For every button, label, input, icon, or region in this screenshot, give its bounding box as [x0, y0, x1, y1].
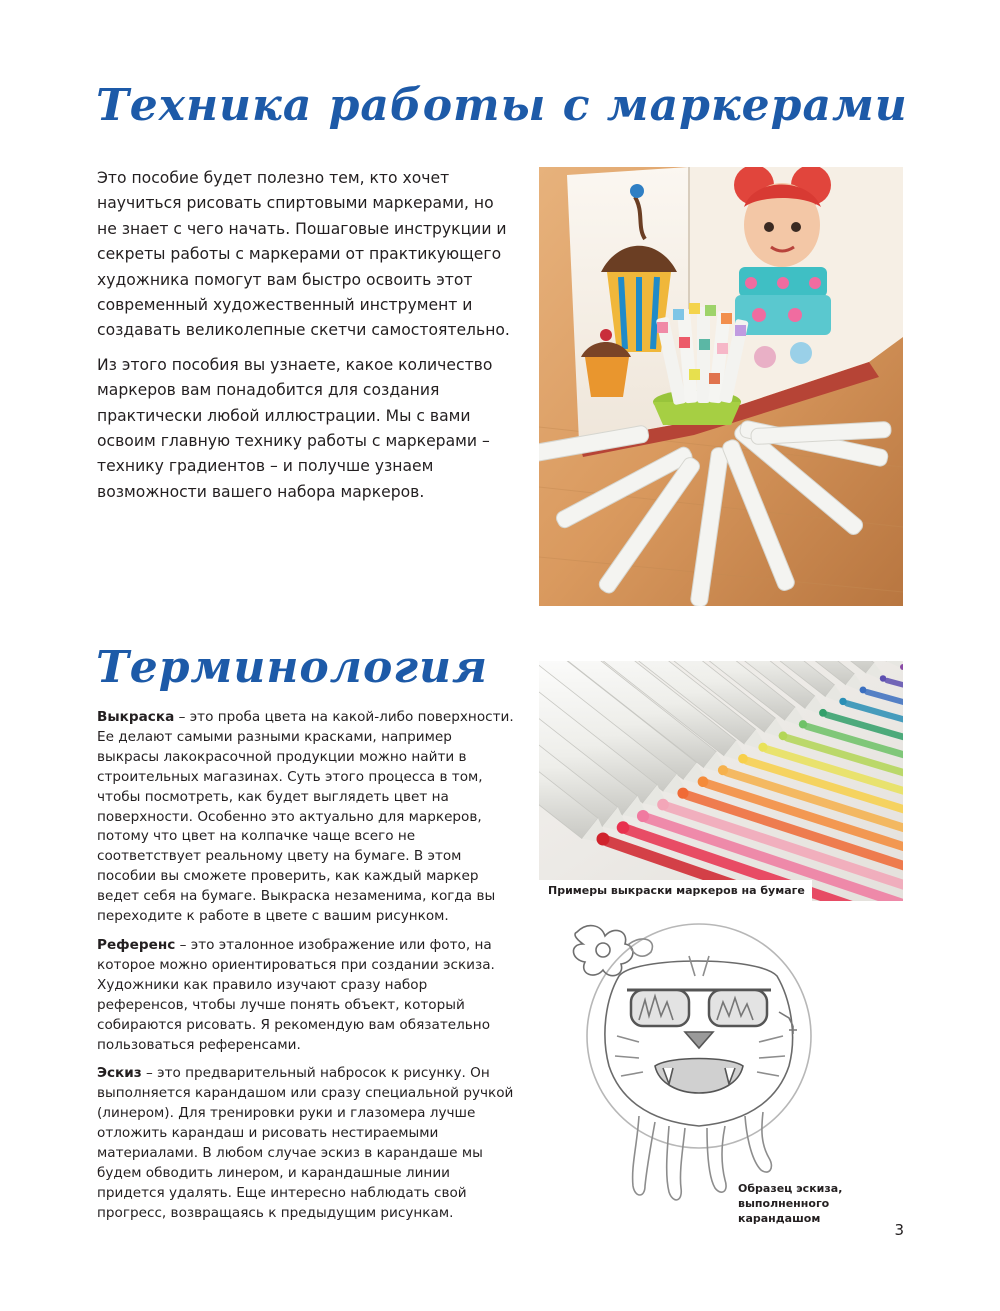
tiger-sketch-image [539, 916, 903, 1216]
term-name: Выкраска [97, 709, 175, 725]
markers-table-photo [539, 167, 903, 606]
marker-nib [637, 810, 649, 822]
marker-nib [860, 686, 867, 693]
section-title-marker-technique: Техника работы с маркерами [96, 80, 908, 131]
intro-paragraph-2: Из этого пособия вы узнаете, какое количество маркеров вам понадобится для создания практически любой иллюстрации. Мы с вами освоим главную технику работы с маркерами – технику градиентов – и получше узнаем возможности вашего набора маркеров. [97, 355, 493, 501]
intro-paragraph-1: Это пособие будет полезно тем, кто хочет научиться рисовать спиртовыми маркерами, но не знает с чего начать. Пошаговые инструкции и секреты работы с маркерами от практикующего художника помогут вам быстро освоить этот современный художественный инструмент и создавать великолепные скетчи самостоятельно. [97, 169, 510, 340]
page-number: 3 [894, 1221, 904, 1239]
term-name: Референс [97, 936, 176, 953]
swatches-caption: Примеры выкраски маркеров на бумаге [539, 880, 812, 901]
marker-nib [758, 743, 767, 752]
sketch-caption: Образец эскиза, выполненного карандашом [738, 1182, 843, 1225]
marker-nib [799, 720, 807, 728]
term-paragraph: Выкраска – это проба цвета на какой-либо поверхности. Ее делают самыми разными красками, например выкрасы лакокрасочной продукции можно найти в строительных магазинах. Суть этого процесса в том, чтобы посмотреть, как будет выглядеть цвет на поверхности. Особенно это актуально для маркеров, потому что цвет на колпачке чаще всего не соответствует реальному цвету на бумаге. В этом пособии вы сможете проверить, как каждый маркер ведет себя на бумаге. Выкраска незаменима, когда вы переходите к работе в цвете с вашим рисунком. [97, 709, 514, 925]
marker-nib [718, 765, 728, 775]
marker-nib [597, 833, 610, 846]
marker-swatches-photo [539, 661, 903, 901]
section-title-terminology: Терминология [96, 642, 489, 693]
marker-nib [698, 776, 709, 787]
term-paragraph: Эскиз – это предварительный набросок к рисунку. Он выполняется карандашом или сразу специальной ручкой (линером). Для тренировки руки и глазомера лучше отложить карандаш и рисовать нестираемыми материалами. В любом случае эскиз в карандаше мы будем обводить линером, и карандашные линии придется удалять. Еще интересно наблюдать свой прогресс, возвращаясь к предыдущим рисункам. [97, 1065, 514, 1221]
term-paragraph: Референс – это эталонное изображение или фото, на которое можно ориентироваться при создании эскиза. Художники как правило изучают сразу набор референсов, чтобы лучше понять объект, который собираются рисовать. Я рекомендую вам обязательно пользоваться референсами. [97, 936, 495, 1053]
term-definition: это эталонное изображение или фото, на которое можно ориентироваться при создании эскиза. Художники как правило изучают сразу набор референсов, чтобы лучше понять объект, который собираются рисовать. Я рекомендую вам обязательно пользоваться референсами. [97, 936, 495, 1053]
intro-text [97, 166, 517, 514]
marker-nib [839, 698, 846, 705]
terminology-list [97, 708, 517, 1233]
term-definition: это предварительный набросок к рисунку. Он выполняется карандашом или сразу специальной ручкой (линером). Для тренировки руки и глазомера лучше отложить карандаш и рисовать нестираемыми материалами. В любом случае эскиз в карандаше мы будем обводить линером, и карандашные линии придется удалять. Еще интересно наблюдать свой прогресс, возвращаясь к предыдущим рисункам. [97, 1065, 514, 1221]
marker-nib [657, 799, 669, 811]
marker-nib [677, 788, 688, 799]
marker-nib [819, 709, 827, 717]
marker-nib [779, 731, 788, 740]
term-definition: это проба цвета на какой-либо поверхности. Ее делают самыми разными красками, например выкрасы лакокрасочной продукции можно найти в строительных магазинах. Суть этого процесса в том, чтобы посмотреть, как будет выглядеть цвет на поверхности. Особенно это актуально для маркеров, потому что цвет на колпачке чаще всего не соответствует реальному цвету на бумаге. В этом пособии вы сможете проверить, как каждый маркер ведет себя на бумаге. Выкраска незаменима, когда вы переходите к работе в цвете с вашим рисунком. [97, 709, 514, 925]
marker-nib [738, 754, 748, 764]
term-name: Эскиз [97, 1065, 142, 1082]
marker-nib [617, 821, 630, 834]
marker-nib [880, 675, 886, 681]
